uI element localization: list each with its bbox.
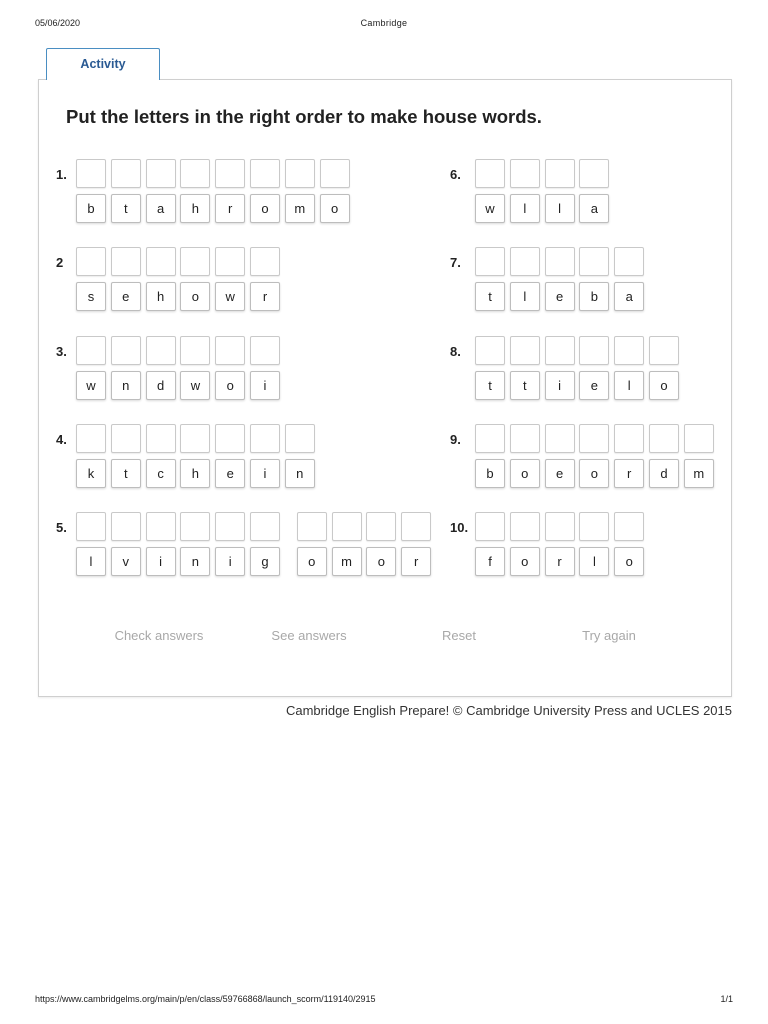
letter-tile[interactable]: n bbox=[111, 371, 141, 400]
answer-slot[interactable] bbox=[111, 247, 141, 276]
letter-tile[interactable]: h bbox=[146, 282, 176, 311]
answer-slot[interactable] bbox=[475, 424, 505, 453]
answer-slot[interactable] bbox=[250, 424, 280, 453]
letter-tile[interactable]: l bbox=[510, 194, 540, 223]
letter-tile[interactable]: o bbox=[649, 371, 679, 400]
letter-tile[interactable]: t bbox=[111, 459, 141, 488]
letter-tile[interactable]: i bbox=[250, 371, 280, 400]
answer-slot[interactable] bbox=[475, 247, 505, 276]
answer-slot[interactable] bbox=[510, 424, 540, 453]
question-number: 4. bbox=[56, 432, 67, 447]
letter-tile[interactable]: g bbox=[250, 547, 280, 576]
print-site-title: Cambridge bbox=[360, 18, 408, 28]
answer-slot[interactable] bbox=[180, 512, 210, 541]
letter-tile[interactable]: a bbox=[579, 194, 609, 223]
answer-slot[interactable] bbox=[649, 336, 679, 365]
letter-tile[interactable]: a bbox=[614, 282, 644, 311]
answer-slot[interactable] bbox=[146, 424, 176, 453]
letter-tile[interactable]: d bbox=[146, 371, 176, 400]
letter-tile[interactable]: o bbox=[250, 194, 280, 223]
letter-tile[interactable]: b bbox=[76, 194, 106, 223]
print-header bbox=[0, 18, 768, 30]
question-number: 2 bbox=[56, 255, 64, 270]
answer-slot[interactable] bbox=[579, 247, 609, 276]
question-number: 1. bbox=[56, 167, 67, 182]
copyright-text: Cambridge English Prepare! © Cambridge University Press and UCLES 2015 bbox=[285, 703, 732, 718]
answer-slot[interactable] bbox=[579, 159, 609, 188]
letter-tile[interactable]: n bbox=[180, 547, 210, 576]
answer-slot[interactable] bbox=[146, 336, 176, 365]
answer-slot[interactable] bbox=[366, 512, 396, 541]
try-again-button[interactable]: Try again bbox=[582, 628, 636, 643]
letter-tile[interactable]: l bbox=[614, 371, 644, 400]
letter-tile[interactable]: r bbox=[614, 459, 644, 488]
letter-tile[interactable]: t bbox=[475, 282, 505, 311]
letter-tile[interactable]: d bbox=[649, 459, 679, 488]
answer-slot[interactable] bbox=[180, 424, 210, 453]
answer-slot[interactable] bbox=[510, 159, 540, 188]
answer-slot[interactable] bbox=[180, 159, 210, 188]
letter-tile[interactable]: c bbox=[146, 459, 176, 488]
answer-slot[interactable] bbox=[215, 247, 245, 276]
answer-slot[interactable] bbox=[250, 336, 280, 365]
letter-tile[interactable]: e bbox=[545, 459, 575, 488]
letter-tile[interactable]: t bbox=[510, 371, 540, 400]
letter-tile[interactable]: l bbox=[579, 547, 609, 576]
question-number: 10. bbox=[450, 520, 469, 535]
answer-slot[interactable] bbox=[545, 159, 575, 188]
answer-slot[interactable] bbox=[250, 159, 280, 188]
question-number: 5. bbox=[56, 520, 67, 535]
letter-tile[interactable]: i bbox=[215, 547, 245, 576]
answer-slot[interactable] bbox=[76, 336, 106, 365]
answer-slot[interactable] bbox=[475, 512, 505, 541]
letter-tile[interactable]: i bbox=[545, 371, 575, 400]
answer-slot[interactable] bbox=[146, 159, 176, 188]
print-url: https://www.cambridgelms.org/main/p/en/class/59766868/launch_scorm/119140/2915 bbox=[35, 994, 376, 1004]
letter-tile[interactable]: r bbox=[545, 547, 575, 576]
letter-tile[interactable]: f bbox=[475, 547, 505, 576]
tab-activity[interactable]: Activity bbox=[46, 48, 160, 80]
instruction-text: Put the letters in the right order to make house words. bbox=[66, 106, 542, 127]
answer-slot[interactable] bbox=[250, 512, 280, 541]
answer-slot[interactable] bbox=[475, 159, 505, 188]
answer-slot[interactable] bbox=[285, 424, 315, 453]
answer-slot[interactable] bbox=[649, 424, 679, 453]
answer-slot[interactable] bbox=[146, 247, 176, 276]
letter-tile[interactable]: o bbox=[579, 459, 609, 488]
answer-slot[interactable] bbox=[510, 336, 540, 365]
see-answers-button[interactable]: See answers bbox=[271, 628, 347, 643]
answer-slot[interactable] bbox=[545, 512, 575, 541]
letter-tile[interactable]: i bbox=[146, 547, 176, 576]
letter-tile[interactable]: v bbox=[111, 547, 141, 576]
answer-slot[interactable] bbox=[545, 336, 575, 365]
letter-tile[interactable]: e bbox=[579, 371, 609, 400]
answer-slot[interactable] bbox=[215, 159, 245, 188]
answer-slot[interactable] bbox=[510, 512, 540, 541]
answer-slot[interactable] bbox=[111, 336, 141, 365]
letter-tile[interactable]: r bbox=[401, 547, 431, 576]
answer-slot[interactable] bbox=[76, 424, 106, 453]
letter-tile[interactable]: h bbox=[180, 194, 210, 223]
answer-slot[interactable] bbox=[180, 247, 210, 276]
print-page-number: 1/1 bbox=[720, 994, 733, 1004]
letter-tile[interactable]: w bbox=[475, 194, 505, 223]
answer-slot[interactable] bbox=[76, 159, 106, 188]
answer-slot[interactable] bbox=[684, 424, 714, 453]
answer-slot[interactable] bbox=[111, 424, 141, 453]
letter-tile[interactable]: r bbox=[250, 282, 280, 311]
answer-slot[interactable] bbox=[111, 512, 141, 541]
letter-tile[interactable]: h bbox=[180, 459, 210, 488]
answer-slot[interactable] bbox=[215, 336, 245, 365]
answer-slot[interactable] bbox=[614, 424, 644, 453]
letter-tile[interactable]: n bbox=[285, 459, 315, 488]
answer-slot[interactable] bbox=[285, 159, 315, 188]
question-number: 9. bbox=[450, 432, 461, 447]
answer-slot[interactable] bbox=[297, 512, 327, 541]
answer-slot[interactable] bbox=[545, 424, 575, 453]
answer-slot[interactable] bbox=[146, 512, 176, 541]
answer-slot[interactable] bbox=[579, 336, 609, 365]
letter-tile[interactable]: o bbox=[510, 547, 540, 576]
letter-tile[interactable]: i bbox=[250, 459, 280, 488]
answer-slot[interactable] bbox=[614, 336, 644, 365]
letter-tile[interactable]: w bbox=[180, 371, 210, 400]
question-number: 6. bbox=[450, 167, 461, 182]
answer-slot[interactable] bbox=[215, 424, 245, 453]
letter-tile[interactable]: o bbox=[320, 194, 350, 223]
reset-button[interactable]: Reset bbox=[442, 628, 476, 643]
letter-tile[interactable]: e bbox=[111, 282, 141, 311]
letter-tile[interactable]: e bbox=[215, 459, 245, 488]
answer-slot[interactable] bbox=[614, 247, 644, 276]
letter-tile[interactable]: e bbox=[545, 282, 575, 311]
answer-slot[interactable] bbox=[579, 512, 609, 541]
answer-slot[interactable] bbox=[579, 424, 609, 453]
answer-slot[interactable] bbox=[332, 512, 362, 541]
letter-tile[interactable]: s bbox=[76, 282, 106, 311]
letter-tile[interactable]: o bbox=[366, 547, 396, 576]
answer-slot[interactable] bbox=[614, 512, 644, 541]
letter-tile[interactable]: b bbox=[475, 459, 505, 488]
letter-tile[interactable]: t bbox=[475, 371, 505, 400]
question-number: 3. bbox=[56, 344, 67, 359]
letter-tile[interactable]: b bbox=[579, 282, 609, 311]
letter-tile[interactable]: m bbox=[684, 459, 714, 488]
letter-tile[interactable]: w bbox=[215, 282, 245, 311]
question-number: 8. bbox=[450, 344, 461, 359]
letter-tile[interactable]: m bbox=[332, 547, 362, 576]
letter-tile[interactable]: m bbox=[285, 194, 315, 223]
letter-tile[interactable]: o bbox=[180, 282, 210, 311]
letter-tile[interactable]: l bbox=[545, 194, 575, 223]
letter-tile[interactable]: l bbox=[76, 547, 106, 576]
answer-slot[interactable] bbox=[250, 247, 280, 276]
letter-tile[interactable]: a bbox=[146, 194, 176, 223]
letter-tile[interactable]: l bbox=[510, 282, 540, 311]
print-date: 05/06/2020 bbox=[35, 18, 81, 28]
answer-slot[interactable] bbox=[510, 247, 540, 276]
answer-slot[interactable] bbox=[401, 512, 431, 541]
letter-tile[interactable]: r bbox=[215, 194, 245, 223]
letter-tile[interactable]: o bbox=[297, 547, 327, 576]
answer-slot[interactable] bbox=[111, 159, 141, 188]
answer-slot[interactable] bbox=[76, 247, 106, 276]
answer-slot[interactable] bbox=[475, 336, 505, 365]
answer-slot[interactable] bbox=[215, 512, 245, 541]
answer-slot[interactable] bbox=[76, 512, 106, 541]
letter-tile[interactable]: o bbox=[215, 371, 245, 400]
answer-slot[interactable] bbox=[545, 247, 575, 276]
check-answers-button[interactable]: Check answers bbox=[114, 628, 204, 643]
letter-tile[interactable]: o bbox=[510, 459, 540, 488]
letter-tile[interactable]: w bbox=[76, 371, 106, 400]
answer-slot[interactable] bbox=[320, 159, 350, 188]
letter-tile[interactable]: t bbox=[111, 194, 141, 223]
question-number: 7. bbox=[450, 255, 461, 270]
letter-tile[interactable]: o bbox=[614, 547, 644, 576]
answer-slot[interactable] bbox=[180, 336, 210, 365]
letter-tile[interactable]: k bbox=[76, 459, 106, 488]
